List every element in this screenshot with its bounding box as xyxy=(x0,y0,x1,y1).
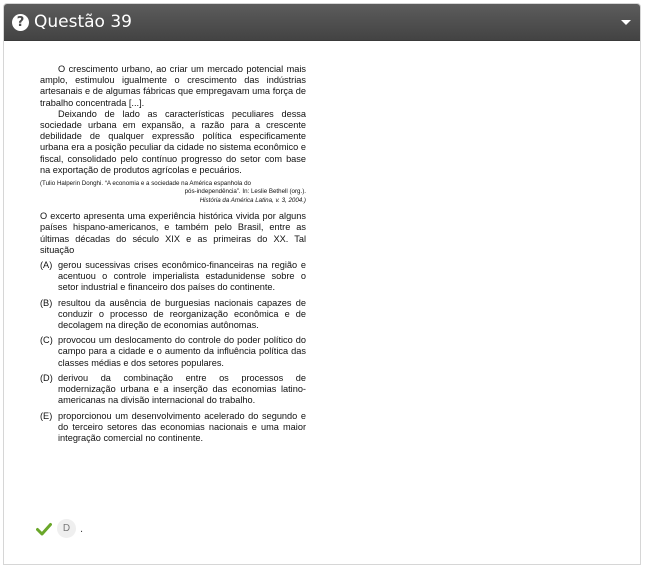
citation-line-1: (Tulio Halperin Donghi. “A economia e a sociedade na América espanhola do xyxy=(40,180,251,188)
option-letter: (A) xyxy=(40,260,53,271)
option-e xyxy=(40,411,306,445)
check-icon xyxy=(36,521,52,537)
citation-line-2: pós-independência”. In: Leslie Bethell (org.). xyxy=(184,188,306,196)
question-title: Questão 39 xyxy=(34,12,132,32)
question-card xyxy=(3,3,641,565)
question-stem: O excerto apresenta uma experiência histórica vivida por alguns países hispano-americanos, e também pelo Brasil, entre as últimas décadas do século XIX e as primeiras do XX. Tal situação xyxy=(40,211,306,255)
answer-suffix: . xyxy=(80,522,84,535)
option-a xyxy=(40,260,306,294)
option-letter: (D) xyxy=(40,372,53,383)
answer-row xyxy=(36,519,83,538)
option-letter: (B) xyxy=(40,297,53,308)
option-text: gerou sucessivas crises econômico-financeiras na região e acentuou o controle imperialista estadunidense sobre o setor industrial e financeiro dos países do continente. xyxy=(58,260,306,293)
answer-badge: D xyxy=(57,519,76,538)
option-text: provocou um deslocamento do controle do poder político do campo para a cidade e o aumento da influência política das classes médias e dos setores populares. xyxy=(58,335,306,368)
passage-paragraph-2: Deixando de lado as características peculiares dessa sociedade urbana em expansão, a razão para a crescente debilidade de qualquer expressão política especificamente urbana era a posição peculiar da cidade no sistema econômico e fiscal, consolidado pelo contínuo progresso do setor com base na exportação de produtos agrícolas e pecuários. xyxy=(40,108,306,175)
option-letter: (E) xyxy=(40,410,53,421)
caret-down-icon[interactable] xyxy=(621,20,631,25)
option-c xyxy=(40,335,306,369)
citation-line-3: História da América Latina, v. 3, 2004.) xyxy=(199,196,306,204)
option-b xyxy=(40,298,306,332)
option-text: proporcionou um desenvolvimento acelerado do segundo e do terceiro setores das economias nacionais e uma maior integração comercial no continente. xyxy=(58,410,306,443)
option-letter: (C) xyxy=(40,335,53,346)
question-circle-icon: ? xyxy=(12,14,29,31)
option-text: derivou da combinação entre os processos de modernização urbana e a inserção das economias latino-americanas na divisão internacional do trabalho. xyxy=(58,372,306,406)
question-content xyxy=(40,64,306,444)
option-text: resultou da ausência de burguesias nacionais capazes de conduzir o processo de reorganização econômica e de decolagem na direção de economias autônomas. xyxy=(58,297,306,331)
passage-paragraph-1: O crescimento urbano, ao criar um mercado potencial mais amplo, estimulou igualmente o crescimento das indústrias artesanais e de algumas fábricas que empregavam uma força de trabalho concentrada [...]. xyxy=(40,64,306,108)
question-header[interactable] xyxy=(4,4,640,41)
option-d xyxy=(40,373,306,407)
passage-citation xyxy=(40,180,306,205)
